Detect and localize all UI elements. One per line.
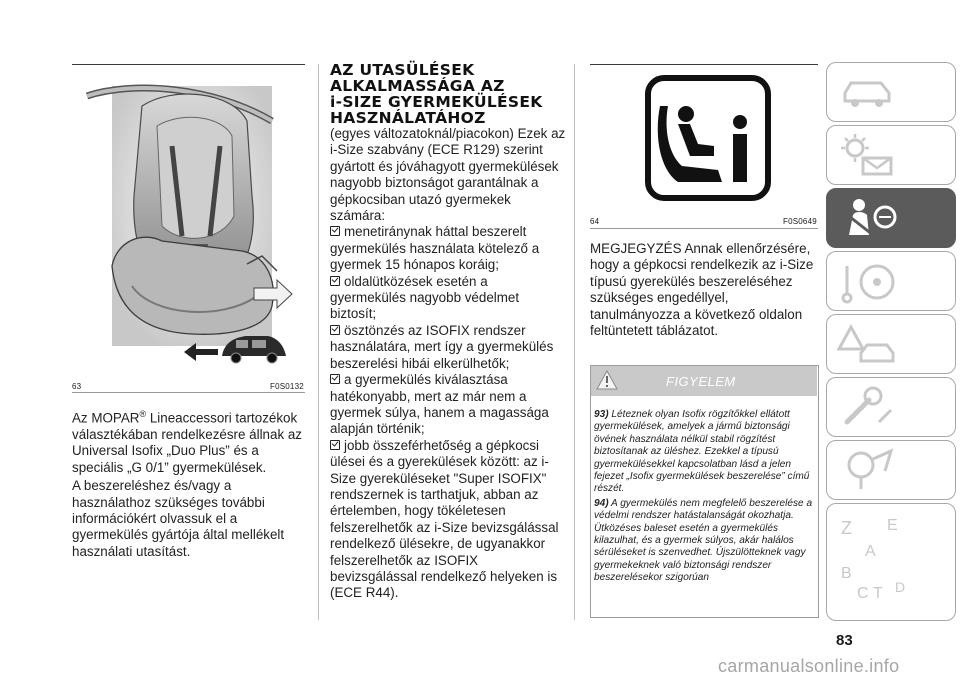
side-tab-maintenance[interactable] xyxy=(826,377,956,437)
checkbox-bullet-icon xyxy=(330,440,340,450)
bullet-text: ösztönzés az ISOFIX rendszer használatára, mert így a gyermekülés beszerelési hibái elkerülhetők; xyxy=(330,322,554,371)
child-seat-figure xyxy=(72,66,305,376)
bullet-text: menetiránynak háttal beszerelt gyermekülés használata kötelező a gyermek 15 hónapos koráig; xyxy=(330,224,540,273)
bullet-item xyxy=(330,274,566,323)
mopar-text-rest: Lineaccessori tartozékok választékában rendelkezésre állnak az Universal Isofix „Duo Plus” és a speciális „G 0/1” gyermekülések. xyxy=(72,410,303,475)
warning-triangle-icon xyxy=(596,370,618,390)
heading-line-2: ALKALMASSÁGA AZ xyxy=(330,77,505,95)
figure-64-code: F0S0649 xyxy=(783,217,817,226)
key-steering-icon xyxy=(839,260,899,304)
bullet-text: jobb összeférhetőség a gépkocsi ülései és a gyerekülések között: az i-Size gyereküléseket "Super ISOFIX" rendszernek is tarthatjuk, abban az értelemben, hogy tökéletesen felszerelhetők az i-Size bevizsgálással rendelkező ülésekre, de ugyanakkor felszerelhetők az ISOFIX bevizsgálással rendelkező helyeken is (ECE R44). xyxy=(330,437,559,601)
index-letter: B xyxy=(841,565,852,582)
warning-triangle-car-icon xyxy=(837,323,899,367)
lights-icon xyxy=(839,134,899,178)
warning-text xyxy=(594,409,816,585)
side-tab-index[interactable] xyxy=(826,503,956,621)
watermark: carmanualsonline.info xyxy=(718,656,900,676)
side-tab-safety[interactable] xyxy=(826,188,956,248)
middle-text-column xyxy=(330,126,566,602)
navigation-icon xyxy=(839,447,899,493)
warning-item-text: A gyermekülés nem megfelelő beszerelése a védelmi rendszer hatástalanságát okozhatja. Ütközéses baleset esetén a gyermekülés kilazulhat, és a gyermek súlyos, akár halálos sérüléseket is szenvedhet. Újszülötteknek vagy gyermekeknek való biztonsági rendszer beszerelésekor szigorúan xyxy=(594,497,813,584)
note-paragraph: MEGJEGYZÉS Annak ellenőrzésére, hogy a gépkocsi rendelkezik az i-Size típusú gyerekülés beszereléséhez szükséges engedéllyel, tanulmányozza a következő oldalon feltüntetett táblázatot. xyxy=(590,241,814,339)
warning-item-number: 93) xyxy=(594,409,609,420)
checkbox-bullet-icon xyxy=(330,325,340,335)
column-divider-1 xyxy=(318,64,319,620)
index-letter: T xyxy=(873,585,883,602)
seatbelt-airbag-icon xyxy=(839,195,903,241)
bullet-item xyxy=(330,438,566,602)
figure-64-number: 64 xyxy=(590,217,600,226)
index-letter: Z xyxy=(841,518,852,538)
figure-63-rule xyxy=(72,392,305,393)
mopar-paragraph xyxy=(72,406,312,476)
child-seat-illustration xyxy=(72,66,305,376)
intro-paragraph: (egyes változatoknál/piacokon) Ezek az i-Size szabvány (ECE R129) szerint gyártott és jóváhagyott gyermekülések nagyobb biztonságot garantálnak a gépkocsiban utazó gyermekek számára: xyxy=(330,126,566,224)
top-rule-right xyxy=(590,64,818,65)
side-tab-emergency[interactable] xyxy=(826,314,956,374)
warning-title: FIGYELEM xyxy=(666,374,736,389)
figure-64-rule xyxy=(590,228,818,229)
car-icon xyxy=(837,73,897,113)
warning-item-number: 94) xyxy=(594,497,609,509)
side-tab-technical[interactable] xyxy=(826,440,956,500)
warning-item xyxy=(594,498,816,585)
registered-mark: ® xyxy=(139,409,147,419)
figure-63-number: 63 xyxy=(72,382,82,391)
side-tab-starting[interactable] xyxy=(826,251,956,311)
warning-item-text: Léteznek olyan Isofix rögzítőkkel ellátott gyermekülések, amelyek a jármű biztonsági övének használata nélkül stabil rögzítést biztosítanak az üléshez. Ezekkel a típusú gyermekülésekkel kapcsolatban lásd a jelen fejezet „Isofix gyermekülések beszerelése” című részét. xyxy=(594,409,810,495)
page-number: 83 xyxy=(836,632,853,649)
column-divider-2 xyxy=(574,64,575,620)
section-heading xyxy=(330,62,570,126)
figure-63-code: F0S0132 xyxy=(270,382,304,391)
index-letters-icon xyxy=(837,512,917,612)
bullet-item xyxy=(330,323,566,372)
warning-item xyxy=(594,409,816,496)
bullet-text: oldalütközések esetén a gyermekülés nagyobb védelmet biztosít; xyxy=(330,273,520,322)
side-tab-lights[interactable] xyxy=(826,125,956,185)
installation-paragraph: A beszereléshez és/vagy a használathoz szükséges további információkért olvassuk el a gyermekülés gyártója által mellékelt használati utasítást. xyxy=(72,478,285,559)
heading-line-1: AZ UTASÜLÉSEK xyxy=(330,61,475,79)
i-size-seat-symbol-icon xyxy=(590,66,818,214)
heading-line-3: i-SIZE GYERMEKÜLÉSEK xyxy=(330,93,543,111)
top-rule-left xyxy=(72,64,305,65)
mopar-text-start: Az MOPAR xyxy=(72,410,140,426)
heading-line-4: HASZNÁLATÁHOZ xyxy=(330,109,486,127)
i-size-symbol-figure xyxy=(590,66,818,214)
bullet-text: a gyermekülés kiválasztása hatékonyabb, mert az már nem a gyermek súlya, hanem a magassága alapján történik; xyxy=(330,372,549,437)
left-text-column xyxy=(72,406,312,560)
checkbox-bullet-icon xyxy=(330,374,340,384)
checkbox-bullet-icon xyxy=(330,226,340,236)
index-letter: D xyxy=(895,579,906,595)
index-letter: E xyxy=(887,517,898,534)
index-letter: A xyxy=(865,543,876,560)
bullet-item xyxy=(330,224,566,273)
bullet-item xyxy=(330,372,566,438)
index-letter: C xyxy=(857,585,869,602)
side-tab-car[interactable] xyxy=(826,62,956,122)
wrench-icon xyxy=(839,386,899,430)
checkbox-bullet-icon xyxy=(330,276,340,286)
